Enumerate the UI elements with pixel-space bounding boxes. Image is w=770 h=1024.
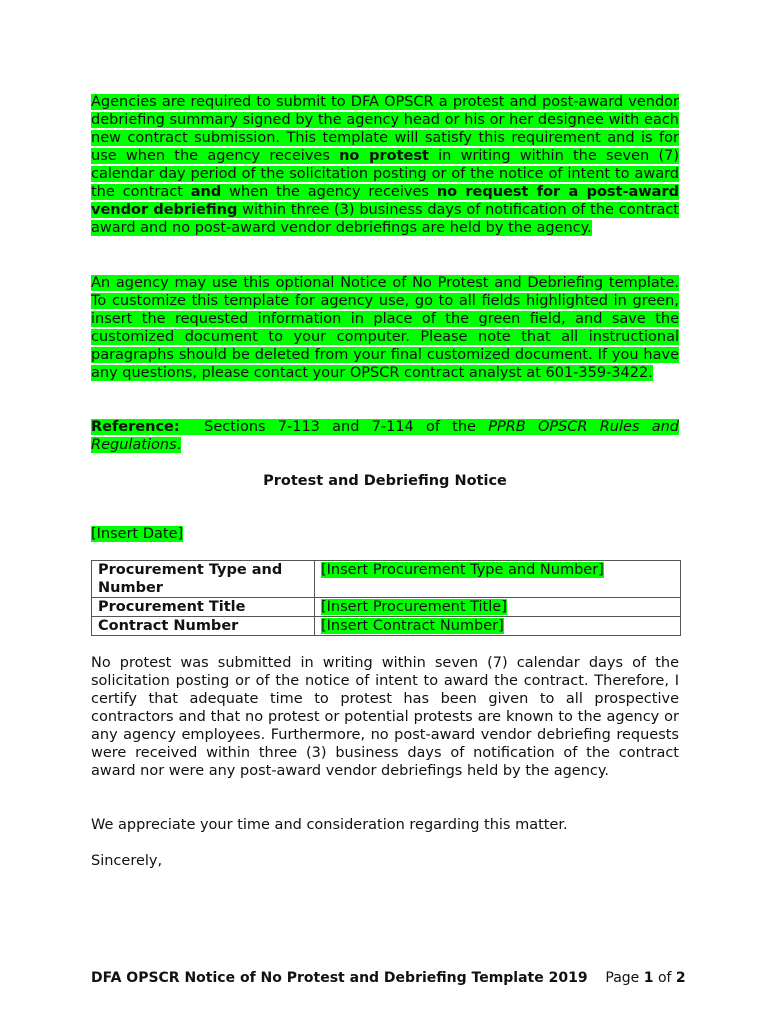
contract-number-label: Contract Number (92, 617, 315, 636)
instruction-paragraph-1: Agencies are required to submit to DFA OPSCR a protest and post-award vendor debriefing summary signed by the agency head or his or her designee with each new contract submission. This template will satisfy this requirement and is for use when the agency receives no protest in writing within the seven (7) calendar day period of the solicitation posting or of the notice of intent to award the contract and when the agency receives no request for a post-award vendor debriefing within three (3) business days of notification of the contract award and no post-award vendor debriefings are held by the agency. (91, 94, 679, 236)
table-row (92, 617, 681, 636)
footer-page-number: 1 (643, 970, 654, 986)
footer-of-word: of (657, 970, 672, 986)
instruction-paragraph-2: An agency may use this optional Notice of No Protest and Debriefing template. To customize this template for agency use, go to all fields highlighted in green, insert the requested information in place of the green field, and save the customized document to your computer. Please note that all instructional paragraphs should be deleted from your final customized document. If you have any questions, please contact your OPSCR contract analyst at 601-359-3422. (91, 275, 679, 381)
footer-page-word: Page (605, 970, 640, 986)
footer-page-total: 2 (675, 970, 686, 986)
appreciation-paragraph: We appreciate your time and consideration regarding this matter. (91, 817, 568, 833)
reference-source: PPRB OPSCR Rules and Regulations (91, 419, 680, 453)
table-row (92, 598, 681, 617)
procurement-type-field[interactable]: [Insert Procurement Type and Number] (315, 561, 681, 598)
table-row (92, 561, 681, 598)
contract-number-field[interactable]: [Insert Contract Number] (315, 617, 681, 636)
certification-paragraph: No protest was submitted in writing within seven (7) calendar days of the solicitation posting or of the notice of intent to award the contract. Therefore, I certify that adequate time to protest has been given to all prospective contractors and that no protest or potential protests are known to the agency or any agency employees. Furthermore, no post-award vendor debriefing requests were received within three (3) business days of notification of the contract award nor were any post-award vendor debriefings held by the agency. (91, 655, 679, 779)
closing: Sincerely, (91, 853, 163, 869)
reference-label: Reference: (91, 419, 180, 435)
procurement-info-table (91, 560, 681, 636)
date-field[interactable]: [Insert Date] (91, 526, 184, 542)
procurement-title-label: Procurement Title (92, 598, 315, 617)
procurement-type-label: Procurement Type and Number (92, 561, 315, 598)
footer-doc-title: DFA OPSCR Notice of No Protest and Debriefing Template 2019 (91, 970, 588, 986)
reference-paragraph: Reference: Sections 7-113 and 7-114 of the PPRB OPSCR Rules and Regulations. (91, 419, 680, 453)
notice-title: Protest and Debriefing Notice (263, 473, 507, 489)
procurement-title-field[interactable]: [Insert Procurement Title] (315, 598, 681, 617)
page-footer (91, 969, 686, 987)
